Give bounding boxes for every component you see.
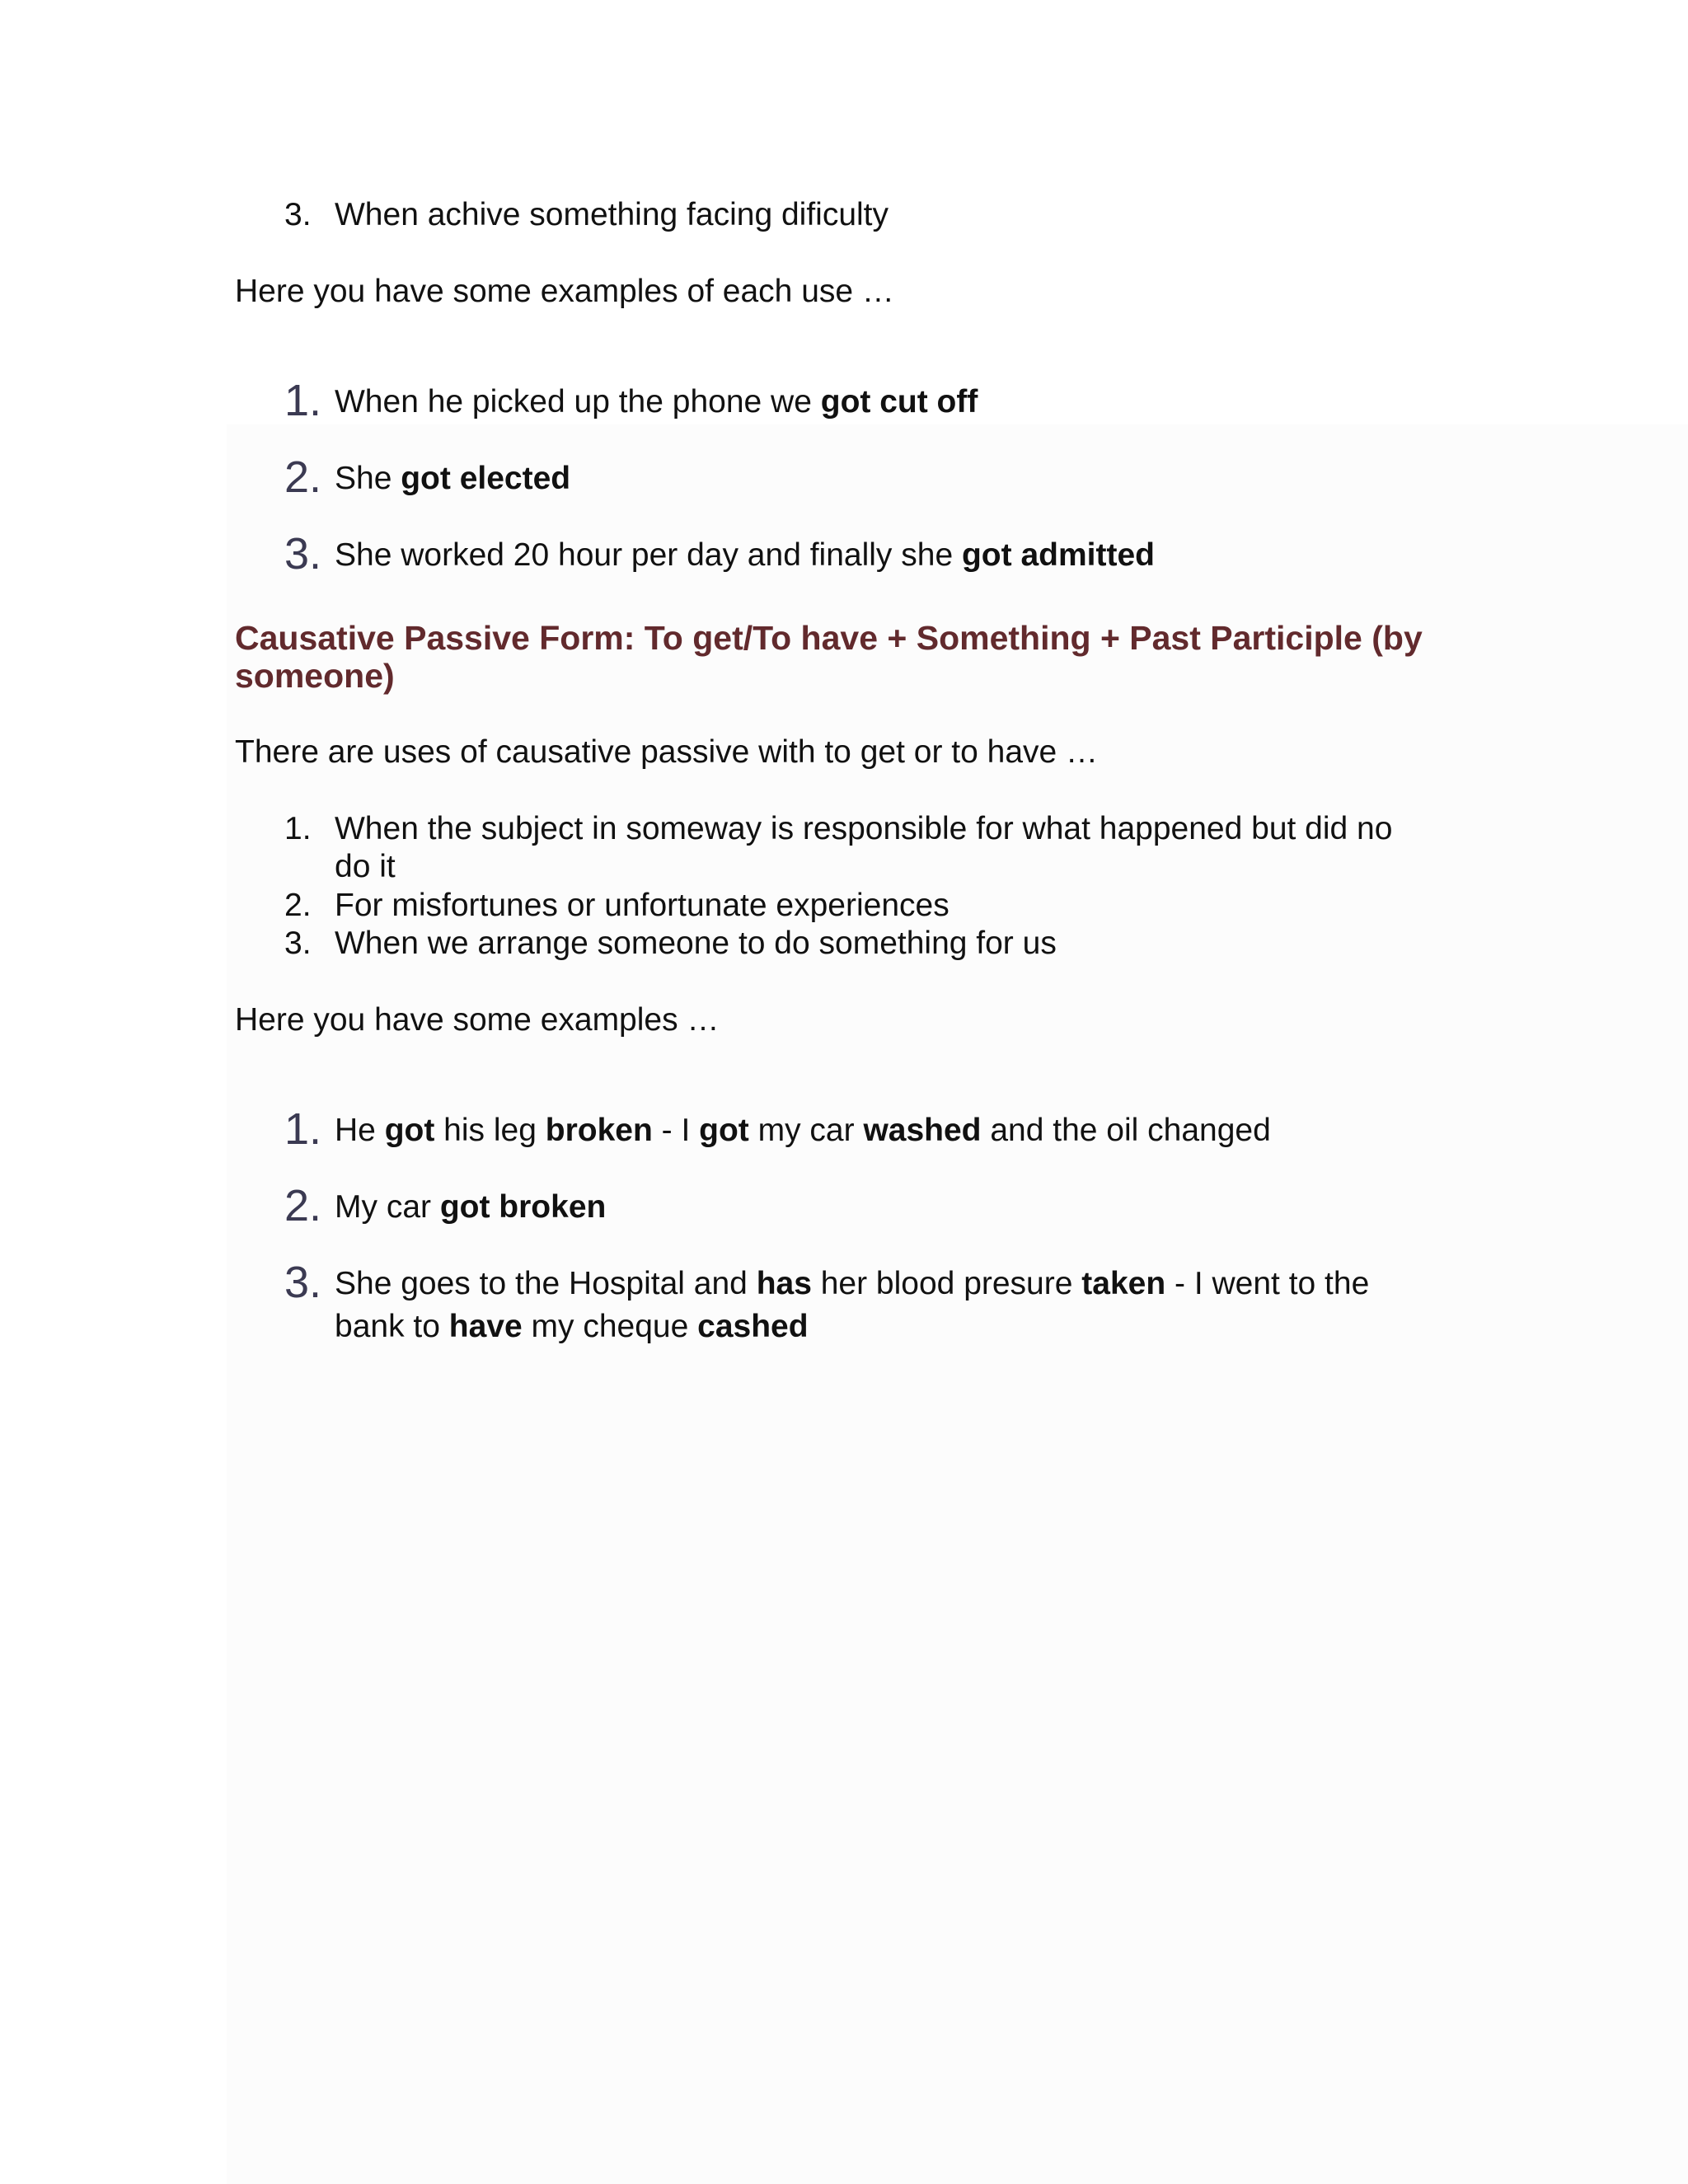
list-item: When we arrange someone to do something for us <box>335 926 1057 961</box>
list-number: 3. <box>284 926 312 961</box>
list-number: 3. <box>284 529 322 579</box>
example-item: She got elected <box>335 461 571 496</box>
example-item: She worked 20 hour per day and finally she got admitted <box>335 537 1155 573</box>
list-number: 1. <box>284 376 322 425</box>
list-number: 1. <box>284 1104 322 1154</box>
list-number: 3. <box>284 1258 322 1307</box>
list-number: 1. <box>284 811 312 846</box>
paragraph-intro: There are uses of causative passive with to get or to have … <box>235 734 1099 770</box>
list-number: 3. <box>284 197 312 232</box>
example-item: She goes to the Hospital and has her blood presure taken - I went to the <box>335 1266 1370 1301</box>
example-item: He got his leg broken - I got my car washed and the oil changed <box>335 1113 1271 1148</box>
list-item: When achive something facing dificulty <box>335 197 889 232</box>
paragraph-intro: Here you have some examples … <box>235 1002 720 1038</box>
section-heading-continued: someone) <box>235 657 395 695</box>
example-item: My car got broken <box>335 1189 607 1225</box>
example-item-continued: bank to have my cheque cashed <box>335 1309 809 1344</box>
section-heading: Causative Passive Form: To get/To have + Something + Past Participle (by <box>235 619 1423 657</box>
list-item: When the subject in someway is responsible for what happened but did no <box>335 811 1393 846</box>
list-item: For misfortunes or unfortunate experiences <box>335 888 950 923</box>
paragraph-intro: Here you have some examples of each use … <box>235 274 894 309</box>
list-number: 2. <box>284 452 322 502</box>
list-number: 2. <box>284 888 312 923</box>
list-item-continued: do it <box>335 849 396 884</box>
list-number: 2. <box>284 1181 322 1230</box>
example-item: When he picked up the phone we got cut off <box>335 384 978 419</box>
